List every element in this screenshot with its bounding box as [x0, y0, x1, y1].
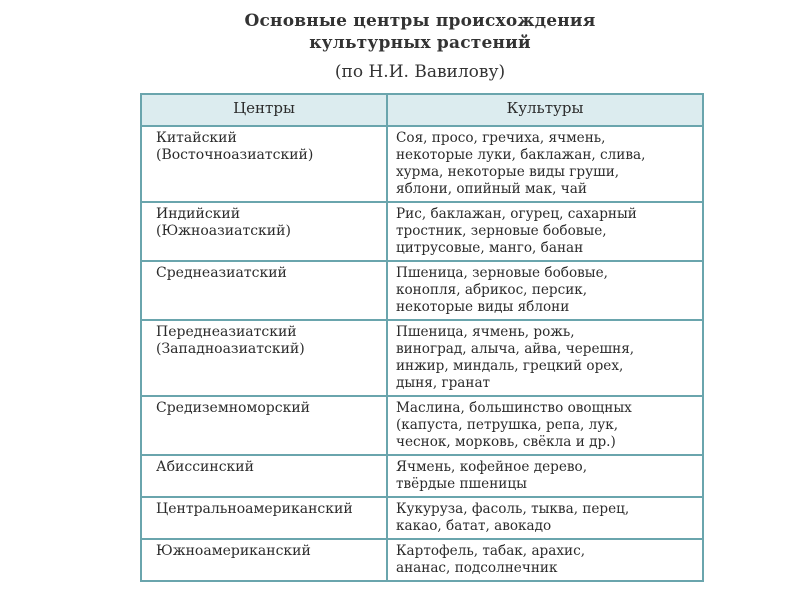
- crops-line: конопля, абрикос, персик,: [396, 282, 588, 298]
- center-name-cell: [141, 126, 387, 202]
- center-name-cell: [141, 497, 387, 539]
- title-block: [140, 10, 700, 84]
- crops-cell: [387, 497, 703, 539]
- crops-line: яблони, опийный мак, чай: [396, 181, 587, 197]
- center-name-line: (Западноазиатский): [156, 341, 305, 357]
- crops-cell: [387, 455, 703, 497]
- table-row: [141, 539, 703, 581]
- table-row: [141, 455, 703, 497]
- center-name-cell: [141, 320, 387, 396]
- crops-line: виноград, алыча, айва, черешня,: [396, 341, 635, 357]
- crops-line: Пшеница, зерновые бобовые,: [396, 265, 608, 281]
- crops-line: Кукуруза, фасоль, тыква, перец,: [396, 501, 630, 517]
- table-row: [141, 497, 703, 539]
- table-row: [141, 396, 703, 455]
- table-row: [141, 320, 703, 396]
- center-name-line: Центральноамериканский: [156, 501, 353, 517]
- center-name-cell: [141, 202, 387, 261]
- center-name-cell: [141, 539, 387, 581]
- center-name-line: (Южноазиатский): [156, 223, 291, 239]
- crops-line: Пшеница, ячмень, рожь,: [396, 324, 575, 340]
- crops-line: ананас, подсолнечник: [396, 560, 558, 576]
- crops-cell: [387, 261, 703, 320]
- crops-cell: [387, 202, 703, 261]
- crops-line: Рис, баклажан, огурец, сахарный: [396, 206, 637, 222]
- crops-cell: [387, 539, 703, 581]
- crops-cell: [387, 126, 703, 202]
- crops-line: (капуста, петрушка, репа, лук,: [396, 417, 619, 433]
- page-title-line-1: Основные центры происхождения: [244, 11, 596, 31]
- center-name-line: Южноамериканский: [156, 543, 311, 559]
- center-name-line: Среднеазиатский: [156, 265, 287, 281]
- page-title-line-2: культурных растений: [309, 33, 531, 53]
- crops-line: некоторые луки, баклажан, слива,: [396, 147, 646, 163]
- crops-line: хурма, некоторые виды груши,: [396, 164, 620, 180]
- crops-line: тростник, зерновые бобовые,: [396, 223, 607, 239]
- crops-line: цитрусовые, манго, банан: [396, 240, 584, 256]
- center-name-line: Индийский: [156, 206, 241, 222]
- header-crops: Культуры: [387, 94, 703, 126]
- center-name-cell: [141, 261, 387, 320]
- crops-line: Ячмень, кофейное дерево,: [396, 459, 588, 475]
- crops-line: Картофель, табак, арахис,: [396, 543, 586, 559]
- table-row: [141, 126, 703, 202]
- crops-line: некоторые виды яблони: [396, 299, 570, 315]
- center-name-cell: [141, 396, 387, 455]
- crops-cell: [387, 396, 703, 455]
- crops-line: чеснок, морковь, свёкла и др.): [396, 434, 616, 450]
- table-header-row: [141, 94, 703, 126]
- center-name-line: Абиссинский: [156, 459, 254, 475]
- table-body: [141, 126, 703, 581]
- crops-cell: [387, 320, 703, 396]
- crops-line: инжир, миндаль, грецкий орех,: [396, 358, 624, 374]
- crops-line: какао, батат, авокадо: [396, 518, 552, 534]
- table-row: [141, 261, 703, 320]
- center-name-line: (Восточноазиатский): [156, 147, 314, 163]
- center-name-line: Китайский: [156, 130, 237, 146]
- centers-table-wrapper: [140, 93, 702, 582]
- crops-line: Соя, просо, гречиха, ячмень,: [396, 130, 606, 146]
- centers-table: [140, 93, 704, 582]
- crops-line: дыня, гранат: [396, 375, 491, 391]
- center-name-line: Средиземноморский: [156, 400, 311, 416]
- crops-line: твёрдые пшеницы: [396, 476, 527, 492]
- table-row: [141, 202, 703, 261]
- center-name-cell: [141, 455, 387, 497]
- header-centers: Центры: [141, 94, 387, 126]
- page-subtitle: (по Н.И. Вавилову): [334, 62, 506, 82]
- crops-line: Маслина, большинство овощных: [396, 400, 632, 416]
- center-name-line: Переднеазиатский: [156, 324, 297, 340]
